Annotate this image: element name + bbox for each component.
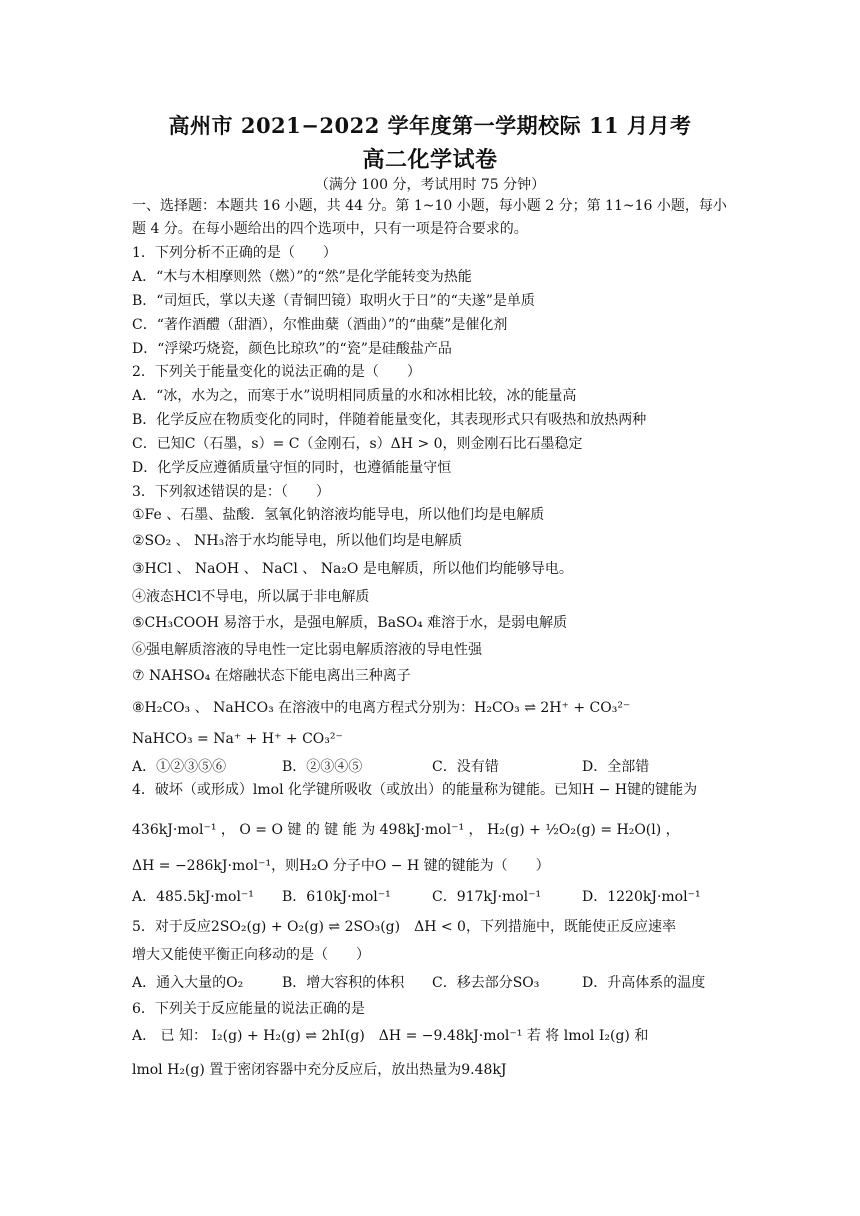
exam-title: 高州市 2021−2022 学年度第一学期校际 11 月月考 [168,113,692,138]
q3-statement-2: ②SO₂ 、 NH₃溶于水均能导电，所以他们均是电解质 [132,533,463,549]
q3-statement-5: ⑤CH₃COOH 易溶于水，是强电解质，BaSO₄ 难溶于水，是弱电解质 [132,615,568,631]
q4-stem-line3: ΔH = −286kJ·mol⁻¹，则H₂O 分子中O − H 键的键能为（ ） [132,858,550,874]
q1-stem: 1．下列分析不正确的是（ ） [132,245,337,261]
q5-option-c: C．移去部分SO₃ [432,975,540,991]
q5-option-a: A．通入大量的O₂ [132,975,244,991]
q2-stem: 2．下列关于能量变化的说法正确的是（ ） [132,364,421,380]
section-instructions-line1: 一、选择题：本题共 16 小题，共 44 分。第 1~10 小题，每小题 2 分；第 11~16 小题，每小 [132,198,727,214]
q2-option-b: B．化学反应在物质变化的同时，伴随着能量变化，其表现形式只有吸热和放热两种 [132,412,647,428]
q6-stem: 6．下列关于反应能量的说法正确的是 [132,1001,365,1017]
q3-statement-8-continued: NaHCO₃ = Na⁺ + H⁺ + CO₃²⁻ [132,731,343,747]
q3-stem: 3．下列叙述错误的是：（ ） [132,484,330,500]
q3-option-c: C．没有错 [432,759,499,775]
q3-option-a: A．①②③⑤⑥ [132,759,227,775]
q3-statement-3: ③HCl 、 NaOH 、 NaCl 、 Na₂O 是电解质，所以他们均能够导电。 [132,561,573,577]
q5-stem-line2: 增大又能使平衡正向移动的是（ ） [132,947,370,963]
q3-option-d: D．全部错 [582,759,650,775]
q3-statement-1: ①Fe 、石墨、盐酸．氢氧化钠溶液均能导电，所以他们均是电解质 [132,507,545,523]
q5-stem-line1: 5．对于反应2SO₂(g) + O₂(g) ⇌ 2SO₃(g) ΔH < 0，下列措施中，既能使正反应速率 [132,919,676,935]
section-instructions-line2: 题 4 分。在每小题给出的四个选项中，只有一项是符合要求的。 [132,221,528,237]
q4-stem-line2: 436kJ·mol⁻¹ ， O = O 键 的 键 能 为 498kJ·mol⁻¹ ， H₂(g) + ½O₂(g) = H₂O(l) ， [132,822,680,838]
q3-statement-4: ④液态HCl不导电，所以属于非电解质 [132,589,370,605]
exam-subtitle: 高二化学试卷 [362,147,498,173]
exam-note: （满分 100 分，考试用时 75 分钟） [314,177,546,193]
q4-option-a: A．485.5kJ·mol⁻¹ [132,889,254,905]
q6-option-a-line1: A． 已 知： I₂(g) + H₂(g) ⇌ 2hI(g) ΔH = −9.48kJ·mol⁻¹ 若 将 lmol I₂(g) 和 [132,1028,649,1044]
q4-option-c: C．917kJ·mol⁻¹ [432,889,542,905]
q3-statement-7: ⑦ NAHSO₄ 在熔融状态下能电离出三种离子 [132,668,411,684]
q4-option-b: B．610kJ·mol⁻¹ [282,889,391,905]
q3-option-b: B．②③④⑤ [282,759,363,775]
q4-option-d: D．1220kJ·mol⁻¹ [582,889,701,905]
q1-option-b: B．“司烜氏，掌以夫遂（青铜凹镜）取明火于日”的“夫遂”是单质 [132,293,535,309]
q3-statement-6: ⑥强电解质溶液的导电性一定比弱电解质溶液的导电性强 [132,642,482,658]
q2-option-d: D．化学反应遵循质量守恒的同时，也遵循能量守恒 [132,460,452,476]
q1-option-c: C．“著作酒醴（甜酒），尔惟曲蘖（酒曲）”的“曲蘖”是催化剂 [132,317,508,333]
q2-option-c: C．已知C（石墨，s）= C（金刚石，s）ΔH > 0，则金刚石比石墨稳定 [132,436,583,452]
q5-option-d: D．升高体系的温度 [582,975,706,991]
q6-option-a-line2: lmol H₂(g) 置于密闭容器中充分反应后，放出热量为9.48kJ [132,1062,507,1078]
q3-statement-8: ⑧H₂CO₃ 、 NaHCO₃ 在溶液中的电离方程式分别为：H₂CO₃ ⇌ 2H⁺ + CO₃²⁻ [132,700,631,716]
q1-option-a: A．“木与木相摩则然（燃）”的“然”是化学能转变为热能 [132,269,472,285]
q1-option-d: D．“浮梁巧烧瓷，颜色比琼玖”的“瓷”是硅酸盐产品 [132,341,452,357]
q2-option-a: A．“冰，水为之，而寒于水”说明相同质量的水和冰相比较，冰的能量高 [132,388,577,404]
q5-option-b: B．增大容积的体积 [282,975,405,991]
q4-stem-line1: 4．破坏（或形成）lmol 化学键所吸收（或放出）的能量称为键能。已知H − H键的键能为 [132,782,698,798]
